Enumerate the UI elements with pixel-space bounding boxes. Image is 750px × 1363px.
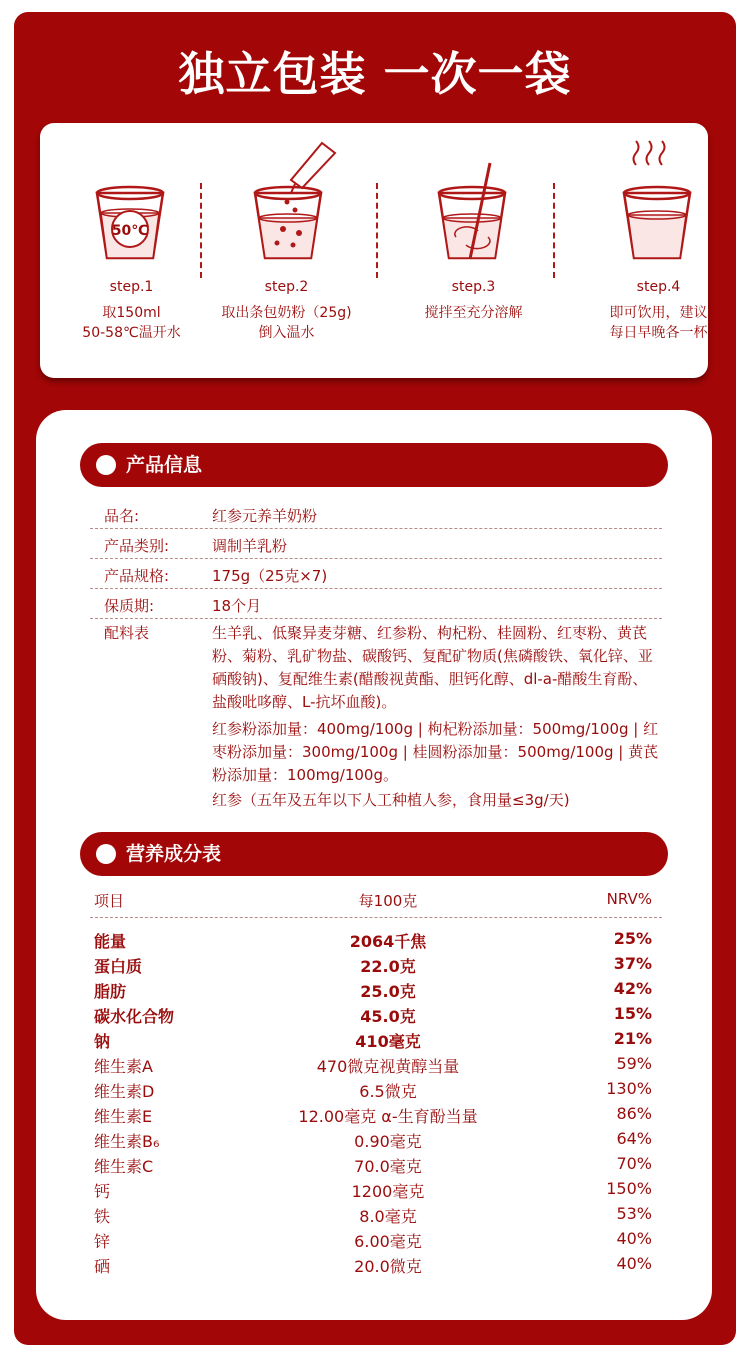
glass-stirring-icon	[374, 133, 541, 273]
ingredients-text: 生羊乳、低聚异麦芽糖、红参粉、枸杞粉、桂圆粉、红枣粉、黄芪粉、菊粉、乳矿物盐、碳酸钙、复配矿物质(焦磷酸铁、氧化锌、亚硒酸钠)、复配维生素(醋酸视黄酯、胆钙化醇、dl-a-醋酸生育酚、盐酸吡哆醇、L-抗坏血酸)。	[212, 624, 653, 711]
info-label: 品名:	[104, 507, 140, 525]
nutrition-heading-text: 营养成分表	[126, 843, 222, 865]
step-4-line1: 即可饮用，建议	[609, 305, 708, 321]
step-4-number: step.4	[636, 279, 681, 295]
nutrition-row	[90, 954, 662, 979]
additive-amounts-text: 红参粉添加量：400mg/100g | 枸杞粉添加量：500mg/100g | 红枣粉添加量：300mg/100g | 桂圆粉添加量：500mg/100g | 黄芪粉添加量：100mg/100g。	[212, 720, 659, 784]
info-label: 产品规格:	[104, 567, 170, 585]
nutrition-table-header	[90, 890, 662, 918]
nutrient-nrv: 21%	[613, 1029, 652, 1048]
step-2-description	[203, 303, 370, 343]
steps-card	[40, 123, 708, 378]
info-label: 产品类别:	[104, 537, 170, 555]
step-1-number: step.1	[109, 279, 154, 295]
nutrient-nrv: 59%	[616, 1054, 652, 1073]
nutrition-row	[90, 1204, 662, 1229]
nutrient-name: 碳水化合物	[94, 1007, 175, 1026]
product-info-heading-text: 产品信息	[126, 454, 203, 476]
nutrient-name: 蛋白质	[94, 957, 143, 976]
step-1	[40, 123, 207, 378]
info-row-name	[90, 505, 662, 529]
nutrient-name: 维生素D	[94, 1082, 155, 1101]
step-1-temp-badge: 50℃	[111, 223, 149, 239]
col-item: 项目	[94, 892, 125, 910]
nutrient-nrv: 37%	[613, 954, 652, 973]
glass-warm-water-icon	[40, 133, 207, 273]
step-2-line2: 倒入温水	[258, 325, 315, 341]
nutrient-name: 铁	[94, 1207, 111, 1226]
step-3	[374, 123, 541, 378]
nutrient-name: 硒	[94, 1257, 111, 1276]
nutrient-amount: 20.0微克	[354, 1257, 422, 1276]
step-divider	[200, 183, 202, 278]
step-1-line1: 取150ml	[102, 305, 161, 321]
step-4-description	[575, 303, 742, 343]
nutrition-row	[90, 1179, 662, 1204]
nutrient-amount: 6.5微克	[359, 1082, 417, 1101]
step-4-line2: 每日早晚各一杯	[609, 325, 708, 341]
nutrient-name: 钙	[94, 1182, 111, 1201]
nutrient-amount: 1200毫克	[351, 1182, 425, 1201]
nutrient-nrv: 86%	[616, 1104, 652, 1123]
nutrient-name: 锌	[94, 1232, 111, 1251]
col-per-100g: 每100克	[358, 892, 418, 910]
nutrient-name: 能量	[94, 932, 127, 951]
info-row-shelf-life	[90, 595, 662, 619]
nutrient-nrv: 70%	[616, 1154, 652, 1173]
nutrition-row	[90, 1229, 662, 1254]
glass-powder-stick-icon	[207, 133, 374, 273]
nutrition-row	[90, 1029, 662, 1054]
step-1-line2: 50-58℃温开水	[82, 325, 181, 341]
step-1-description	[48, 303, 215, 343]
nutrition-row	[90, 979, 662, 1004]
nutrition-row	[90, 1154, 662, 1179]
nutrient-name: 维生素A	[94, 1057, 153, 1076]
nutrient-amount: 410毫克	[355, 1032, 421, 1051]
nutrient-nrv: 25%	[613, 929, 652, 948]
info-row-spec	[90, 565, 662, 589]
nutrition-row	[90, 1254, 662, 1279]
nutrition-row	[90, 1054, 662, 1079]
nutrient-amount: 25.0克	[360, 982, 416, 1001]
info-value: 红参元养羊奶粉	[212, 507, 318, 525]
ingredients-label: 配料表	[104, 624, 150, 642]
nutrition-row	[90, 1079, 662, 1104]
step-3-description	[390, 303, 557, 323]
nutrition-heading	[80, 832, 668, 876]
step-3-number: step.3	[451, 279, 496, 295]
page-title: 独立包装 一次一袋	[178, 47, 572, 101]
info-value: 调制羊乳粉	[212, 537, 288, 555]
info-value: 175g（25克×7)	[212, 567, 328, 585]
nutrient-amount: 470微克视黄醇当量	[316, 1057, 460, 1076]
step-2-line1: 取出条包奶粉（25g)	[221, 305, 352, 321]
nutrient-name: 维生素C	[94, 1157, 154, 1176]
nutrient-nrv: 53%	[616, 1204, 652, 1223]
ginseng-note-text: 红参（五年及五年以下人工种植人参，食用量≤3g/天)	[212, 791, 570, 809]
bullet-dot-icon	[96, 844, 116, 864]
info-row-category	[90, 535, 662, 559]
nutrition-row	[90, 1104, 662, 1129]
nutrient-nrv: 150%	[606, 1179, 652, 1198]
nutrient-amount: 70.0毫克	[354, 1157, 422, 1176]
glass-steaming-drink-icon	[541, 133, 708, 273]
nutrient-amount: 0.90毫克	[354, 1132, 422, 1151]
step-4	[541, 123, 708, 378]
nutrient-name: 维生素E	[94, 1107, 153, 1126]
nutrient-nrv: 40%	[616, 1229, 652, 1248]
nutrient-nrv: 42%	[613, 979, 652, 998]
nutrient-nrv: 15%	[613, 1004, 652, 1023]
nutrient-name: 维生素B₆	[94, 1132, 160, 1151]
nutrient-amount: 12.00毫克 α-生育酚当量	[298, 1107, 478, 1126]
nutrient-amount: 45.0克	[360, 1007, 416, 1026]
step-2	[207, 123, 374, 378]
info-label: 保质期:	[104, 597, 155, 615]
nutrition-row	[90, 1129, 662, 1154]
nutrient-amount: 22.0克	[360, 957, 416, 976]
nutrient-amount: 2064千焦	[349, 932, 427, 951]
nutrient-name: 钠	[94, 1032, 111, 1051]
nutrient-nrv: 64%	[616, 1129, 652, 1148]
nutrition-row	[90, 929, 662, 954]
bullet-dot-icon	[96, 455, 116, 475]
product-info-heading	[80, 443, 668, 487]
nutrient-amount: 8.0毫克	[359, 1207, 417, 1226]
nutrient-nrv: 130%	[606, 1079, 652, 1098]
nutrient-nrv: 40%	[616, 1254, 652, 1273]
nutrient-name: 脂肪	[94, 982, 127, 1001]
nutrition-row	[90, 1004, 662, 1029]
step-2-number: step.2	[264, 279, 309, 295]
nutrient-amount: 6.00毫克	[354, 1232, 422, 1251]
info-value: 18个月	[212, 597, 262, 615]
col-nrv: NRV%	[606, 890, 652, 908]
step-3-line1: 搅拌至充分溶解	[424, 305, 523, 321]
